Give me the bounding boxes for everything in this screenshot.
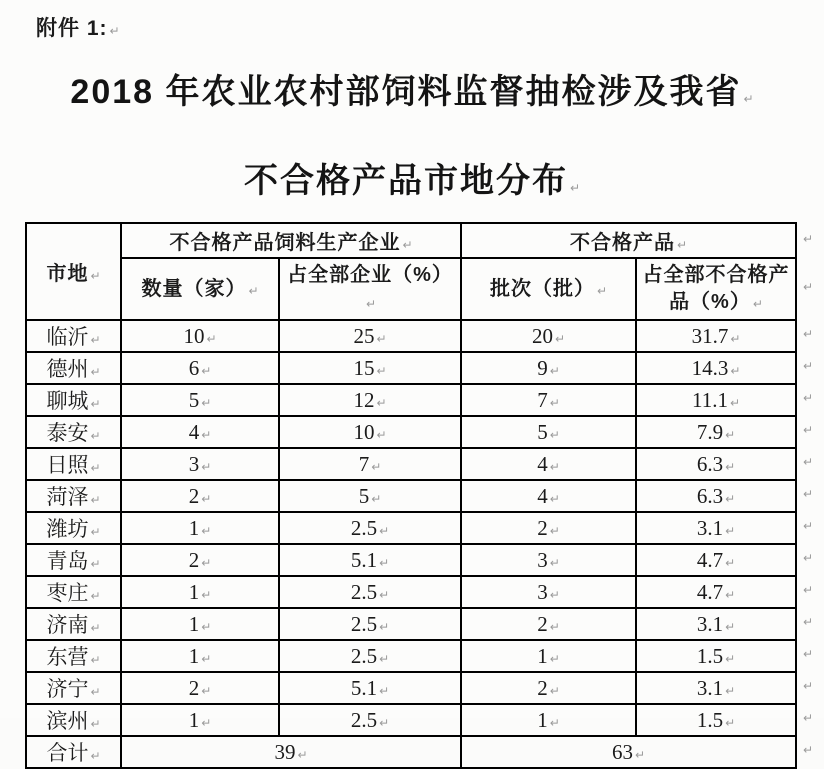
header-group-products-text: 不合格产品 xyxy=(569,232,675,254)
pct-enterprises-cell-text: 5.1 xyxy=(350,675,378,700)
return-mark-icon: ↵ xyxy=(379,651,390,666)
pct-products-cell-text: 4.7 xyxy=(696,547,724,572)
return-mark-icon: ↵ xyxy=(248,283,259,298)
table-row xyxy=(26,544,796,576)
city-cell-text: 日照 xyxy=(46,453,89,477)
batches-cell xyxy=(461,640,636,672)
title-text-line2: 不合格产品市地分布 xyxy=(243,162,568,200)
return-mark-icon: ↵ xyxy=(803,231,814,246)
return-mark-icon: ↵ xyxy=(725,555,736,570)
return-mark-icon: ↵ xyxy=(554,331,566,346)
header-group-enterprises xyxy=(121,223,461,258)
return-mark-icon: ↵ xyxy=(201,651,212,666)
return-mark-icon: ↵ xyxy=(725,683,736,698)
batches-cell xyxy=(461,672,636,704)
count-cell xyxy=(121,512,279,544)
city-cell xyxy=(26,704,121,736)
batches-cell-text: 20 xyxy=(531,323,553,348)
pct-enterprises-cell-text: 2.5 xyxy=(350,707,378,732)
city-cell xyxy=(26,352,121,384)
count-cell xyxy=(121,704,279,736)
pct-enterprises-cell xyxy=(279,576,461,608)
header-pct-enterprises xyxy=(279,258,461,320)
city-cell-text: 东营 xyxy=(46,645,89,669)
batches-cell xyxy=(461,384,636,416)
batches-cell xyxy=(461,608,636,640)
return-mark-icon: ↵ xyxy=(549,651,560,666)
return-mark-icon: ↵ xyxy=(549,395,560,410)
return-mark-icon: ↵ xyxy=(109,24,120,38)
batches-cell xyxy=(461,544,636,576)
count-cell xyxy=(121,384,279,416)
return-mark-icon: ↵ xyxy=(201,491,212,506)
table-row xyxy=(26,640,796,672)
count-cell-text: 10 xyxy=(183,323,205,348)
return-mark-icon: ↵ xyxy=(803,280,814,294)
return-mark-icon: ↵ xyxy=(549,619,560,634)
return-mark-icon: ↵ xyxy=(379,587,390,602)
return-mark-icon: ↵ xyxy=(803,327,814,341)
return-mark-icon: ↵ xyxy=(549,587,560,602)
batches-cell xyxy=(461,480,636,512)
pct-enterprises-cell xyxy=(279,672,461,704)
return-mark-icon: ↵ xyxy=(379,555,390,570)
return-mark-icon: ↵ xyxy=(569,181,581,195)
pct-enterprises-cell-text: 5.1 xyxy=(350,547,378,572)
table-row xyxy=(26,416,796,448)
pct-enterprises-cell-text: 2.5 xyxy=(350,611,378,636)
count-cell xyxy=(121,544,279,576)
table-row xyxy=(26,704,796,736)
pct-enterprises-cell xyxy=(279,640,461,672)
pct-products-cell xyxy=(636,352,796,384)
return-mark-icon: ↵ xyxy=(725,523,736,538)
return-mark-icon: ↵ xyxy=(803,487,814,501)
return-mark-icon: ↵ xyxy=(549,459,560,474)
batches-cell xyxy=(461,448,636,480)
city-cell xyxy=(26,448,121,480)
count-cell xyxy=(121,320,279,352)
pct-enterprises-cell-text: 12 xyxy=(353,387,375,412)
count-cell-text: 5 xyxy=(188,387,200,412)
count-cell xyxy=(121,576,279,608)
return-mark-icon: ↵ xyxy=(725,459,736,474)
batches-cell-text: 9 xyxy=(537,355,548,380)
count-cell-text: 1 xyxy=(188,643,200,668)
count-cell-text: 1 xyxy=(188,611,200,636)
return-mark-icon: ↵ xyxy=(201,555,212,570)
city-cell xyxy=(26,672,121,704)
table-row xyxy=(26,480,796,512)
total-row xyxy=(26,736,796,768)
batches-cell-text: 2 xyxy=(537,515,548,540)
table-row xyxy=(26,320,796,352)
return-mark-icon: ↵ xyxy=(201,619,212,634)
return-mark-icon: ↵ xyxy=(201,587,212,602)
pct-enterprises-cell xyxy=(279,704,461,736)
return-mark-icon: ↵ xyxy=(371,459,382,474)
pct-products-cell-text: 3.1 xyxy=(696,675,724,700)
pct-products-cell xyxy=(636,640,796,672)
pct-products-cell xyxy=(636,320,796,352)
total-count-cell-text: 39 xyxy=(274,739,296,764)
header-group-enterprises-text: 不合格产品饲料生产企业 xyxy=(169,232,401,254)
pct-products-cell-text: 6.3 xyxy=(696,483,724,508)
return-mark-icon: ↵ xyxy=(206,331,217,346)
city-cell xyxy=(26,608,121,640)
return-mark-icon: ↵ xyxy=(803,391,814,405)
return-mark-icon: ↵ xyxy=(90,717,101,731)
batches-cell xyxy=(461,416,636,448)
return-mark-icon: ↵ xyxy=(549,491,560,506)
return-mark-icon: ↵ xyxy=(90,653,101,667)
return-mark-icon: ↵ xyxy=(803,615,814,629)
pct-enterprises-cell xyxy=(279,512,461,544)
pct-products-cell xyxy=(636,672,796,704)
return-mark-icon: ↵ xyxy=(803,583,814,597)
return-mark-icon: ↵ xyxy=(549,523,560,538)
return-mark-icon: ↵ xyxy=(90,685,101,699)
header-count xyxy=(121,258,279,320)
batches-cell-text: 4 xyxy=(537,451,548,476)
batches-cell xyxy=(461,576,636,608)
pct-enterprises-cell xyxy=(279,608,461,640)
total-batches-cell-text: 63 xyxy=(611,739,633,764)
title-text-line1: 2018 年农业农村部饲料监督抽检涉及我省 xyxy=(70,73,742,111)
pct-enterprises-cell-text: 2.5 xyxy=(350,515,378,540)
header-group-row xyxy=(26,223,796,258)
return-mark-icon: ↵ xyxy=(803,743,814,757)
return-mark-icon: ↵ xyxy=(90,429,101,443)
city-cell-text: 德州 xyxy=(46,357,89,381)
pct-enterprises-cell-text: 10 xyxy=(353,419,375,444)
pct-enterprises-cell xyxy=(279,320,461,352)
return-mark-icon: ↵ xyxy=(725,587,736,602)
pct-products-cell xyxy=(636,704,796,736)
count-cell xyxy=(121,608,279,640)
return-mark-icon: ↵ xyxy=(402,238,413,252)
header-city-text: 市地 xyxy=(46,263,89,285)
pct-products-cell-text: 14.3 xyxy=(691,355,729,380)
return-mark-icon: ↵ xyxy=(743,92,754,106)
return-mark-icon: ↵ xyxy=(549,427,560,442)
return-mark-icon: ↵ xyxy=(379,523,390,538)
page-title-line2 xyxy=(0,153,824,202)
header-batches-text: 批次（批） xyxy=(489,277,595,300)
pct-products-cell-text: 3.1 xyxy=(696,515,724,540)
return-mark-icon: ↵ xyxy=(634,747,646,762)
return-mark-icon: ↵ xyxy=(803,647,814,661)
return-mark-icon: ↵ xyxy=(376,331,387,346)
table-wrapper xyxy=(25,222,814,769)
pct-enterprises-cell-text: 2.5 xyxy=(350,579,378,604)
batches-cell-text: 4 xyxy=(537,483,548,508)
return-mark-icon: ↵ xyxy=(297,747,308,762)
count-cell-text: 2 xyxy=(188,547,200,572)
return-mark-icon: ↵ xyxy=(201,523,212,538)
count-cell-text: 2 xyxy=(188,483,200,508)
page-title-line1 xyxy=(0,64,824,113)
count-cell-text: 3 xyxy=(188,451,200,476)
batches-cell xyxy=(461,704,636,736)
city-cell-text: 济宁 xyxy=(46,677,89,701)
count-cell xyxy=(121,640,279,672)
city-cell-text: 临沂 xyxy=(46,325,89,349)
return-mark-icon: ↵ xyxy=(201,427,212,442)
pct-enterprises-cell xyxy=(279,384,461,416)
batches-cell xyxy=(461,352,636,384)
count-cell xyxy=(121,448,279,480)
distribution-table xyxy=(25,222,797,769)
pct-products-cell-text: 4.7 xyxy=(696,579,724,604)
city-cell xyxy=(26,384,121,416)
return-mark-icon: ↵ xyxy=(725,619,736,634)
return-mark-icon: ↵ xyxy=(90,333,101,347)
header-pct-products xyxy=(636,258,796,320)
pct-products-cell-text: 11.1 xyxy=(691,387,728,412)
pct-enterprises-cell xyxy=(279,416,461,448)
batches-cell-text: 2 xyxy=(537,611,548,636)
batches-cell-text: 5 xyxy=(537,419,548,444)
batches-cell xyxy=(461,320,636,352)
header-count-text: 数量（家） xyxy=(141,277,247,300)
return-mark-icon: ↵ xyxy=(725,427,736,442)
table-row xyxy=(26,576,796,608)
return-mark-icon: ↵ xyxy=(730,363,741,378)
pct-enterprises-cell-text: 2.5 xyxy=(350,643,378,668)
return-mark-icon: ↵ xyxy=(803,359,814,373)
city-cell xyxy=(26,416,121,448)
count-cell xyxy=(121,416,279,448)
pct-products-cell-text: 1.5 xyxy=(696,707,724,732)
table-row xyxy=(26,352,796,384)
return-mark-icon: ↵ xyxy=(371,491,382,506)
return-mark-icon: ↵ xyxy=(90,269,101,283)
count-cell-text: 4 xyxy=(188,419,200,444)
city-cell-text: 枣庄 xyxy=(46,581,89,605)
pct-products-cell-text: 3.1 xyxy=(696,611,724,636)
table-row xyxy=(26,448,796,480)
return-mark-icon: ↵ xyxy=(365,297,377,311)
pct-products-cell xyxy=(636,448,796,480)
city-cell-text: 滨州 xyxy=(46,709,89,733)
return-mark-icon: ↵ xyxy=(90,493,101,507)
pct-products-cell xyxy=(636,480,796,512)
return-mark-icon: ↵ xyxy=(803,679,814,693)
return-mark-icon: ↵ xyxy=(803,551,814,565)
pct-enterprises-cell xyxy=(279,544,461,576)
return-mark-icon: ↵ xyxy=(201,395,212,410)
return-mark-icon: ↵ xyxy=(90,749,101,763)
city-cell xyxy=(26,480,121,512)
header-pct-enterprises-text: 占全部企业（%） xyxy=(287,264,453,286)
return-mark-icon: ↵ xyxy=(803,423,814,437)
return-mark-icon: ↵ xyxy=(90,557,101,571)
pct-enterprises-cell-text: 25 xyxy=(353,323,375,348)
return-mark-icon: ↵ xyxy=(201,363,212,378)
return-mark-icon: ↵ xyxy=(596,283,608,298)
return-mark-icon: ↵ xyxy=(730,331,741,346)
return-mark-icon: ↵ xyxy=(725,491,736,506)
return-mark-icon: ↵ xyxy=(201,459,212,474)
batches-cell-text: 3 xyxy=(537,547,548,572)
pct-enterprises-cell-text: 15 xyxy=(353,355,375,380)
pct-products-cell-text: 31.7 xyxy=(691,323,729,348)
pct-products-cell xyxy=(636,512,796,544)
return-mark-icon: ↵ xyxy=(725,715,736,730)
count-cell-text: 1 xyxy=(188,707,200,732)
batches-cell-text: 1 xyxy=(537,707,548,732)
pct-products-cell xyxy=(636,544,796,576)
city-cell-text: 聊城 xyxy=(46,389,89,413)
pct-products-cell-text: 7.9 xyxy=(696,419,724,444)
city-cell xyxy=(26,320,121,352)
return-mark-icon: ↵ xyxy=(729,395,741,410)
return-mark-icon: ↵ xyxy=(90,621,101,635)
pct-enterprises-cell xyxy=(279,352,461,384)
pct-enterprises-cell-text: 7 xyxy=(358,451,370,476)
header-city xyxy=(26,223,121,320)
count-cell xyxy=(121,672,279,704)
return-mark-icon: ↵ xyxy=(379,683,390,698)
return-mark-icon: ↵ xyxy=(379,715,390,730)
return-mark-icon: ↵ xyxy=(376,395,387,410)
table-row xyxy=(26,512,796,544)
batches-cell xyxy=(461,512,636,544)
city-cell xyxy=(26,640,121,672)
city-cell-text: 菏泽 xyxy=(46,485,89,509)
return-mark-icon: ↵ xyxy=(379,619,390,634)
count-cell xyxy=(121,352,279,384)
total-batches-cell xyxy=(461,736,796,768)
total-count-cell xyxy=(121,736,461,768)
header-pct-products-text: 占全部不合格产品（%） xyxy=(642,264,790,313)
return-mark-icon: ↵ xyxy=(90,397,101,411)
return-mark-icon: ↵ xyxy=(676,238,688,252)
batches-cell-text: 1 xyxy=(537,643,548,668)
table-row xyxy=(26,384,796,416)
return-mark-icon: ↵ xyxy=(549,715,560,730)
return-mark-icon: ↵ xyxy=(90,589,101,603)
table-row xyxy=(26,672,796,704)
header-group-products xyxy=(461,223,796,258)
pct-products-cell xyxy=(636,384,796,416)
city-cell-text: 济南 xyxy=(46,613,89,637)
return-mark-icon: ↵ xyxy=(90,461,101,475)
pct-products-cell-text: 6.3 xyxy=(696,451,724,476)
return-mark-icon: ↵ xyxy=(376,363,387,378)
return-mark-icon: ↵ xyxy=(803,519,814,533)
return-mark-icon: ↵ xyxy=(549,555,560,570)
return-mark-icon: ↵ xyxy=(549,363,560,378)
table-row xyxy=(26,608,796,640)
pct-products-cell-text: 1.5 xyxy=(696,643,724,668)
batches-cell-text: 2 xyxy=(537,675,548,700)
return-mark-icon: ↵ xyxy=(549,683,560,698)
return-mark-icon: ↵ xyxy=(90,365,101,379)
city-cell-text: 潍坊 xyxy=(46,517,89,541)
pct-enterprises-cell-text: 5 xyxy=(358,483,370,508)
pct-enterprises-cell xyxy=(279,480,461,512)
city-cell-text: 泰安 xyxy=(46,421,89,445)
pct-products-cell xyxy=(636,608,796,640)
header-sub-row xyxy=(26,258,796,320)
city-cell-text: 青岛 xyxy=(46,549,89,573)
count-cell-text: 2 xyxy=(188,675,200,700)
count-cell-text: 1 xyxy=(188,579,200,604)
total-label-cell xyxy=(26,736,121,768)
city-cell xyxy=(26,576,121,608)
return-mark-icon: ↵ xyxy=(803,455,814,469)
pct-products-cell xyxy=(636,416,796,448)
total-label-cell-text: 合计 xyxy=(46,741,89,765)
return-mark-icon: ↵ xyxy=(201,715,212,730)
return-mark-icon: ↵ xyxy=(803,711,814,725)
attachment-label xyxy=(0,0,824,42)
return-mark-icon: ↵ xyxy=(376,427,387,442)
city-cell xyxy=(26,544,121,576)
count-cell-text: 6 xyxy=(188,355,200,380)
return-mark-icon: ↵ xyxy=(725,651,736,666)
pct-enterprises-cell xyxy=(279,448,461,480)
return-mark-icon: ↵ xyxy=(90,525,101,539)
pct-products-cell xyxy=(636,576,796,608)
city-cell xyxy=(26,512,121,544)
count-cell-text: 1 xyxy=(188,515,200,540)
batches-cell-text: 3 xyxy=(537,579,548,604)
attachment-text: 附件 1: xyxy=(36,17,108,40)
batches-cell-text: 7 xyxy=(537,387,548,412)
count-cell xyxy=(121,480,279,512)
header-batches xyxy=(461,258,636,320)
return-mark-icon: ↵ xyxy=(752,297,763,311)
return-mark-icon: ↵ xyxy=(201,683,212,698)
